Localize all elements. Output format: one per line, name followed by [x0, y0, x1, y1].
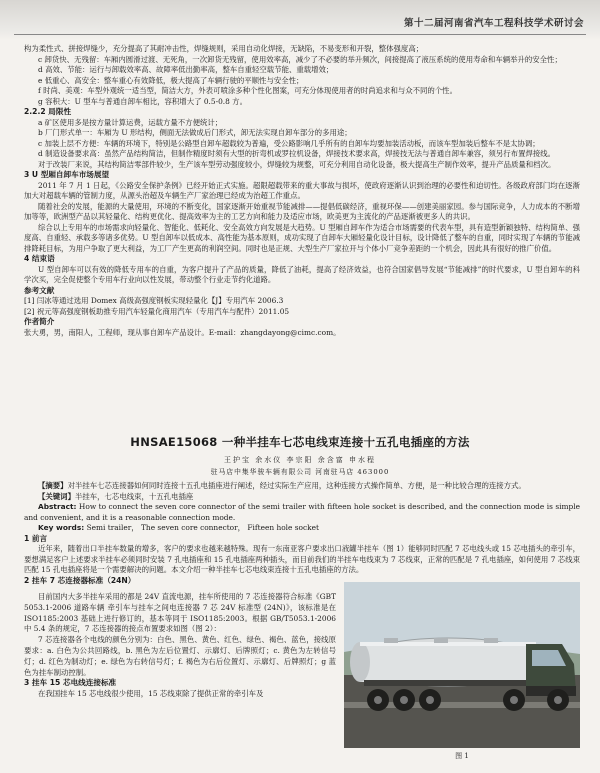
paragraph: d 高效、节能：运行与卸载效率高、故障率低出勤率高，整车自重轻空载节能、重载增效； — [38, 65, 334, 74]
keywords-text: 半挂车，七芯电线束，十五孔电插座 — [74, 491, 194, 501]
paragraph: a 矿区使用多是按方量计算运费，运载方量不方便统计； — [38, 117, 223, 127]
journal-header-title: 第十二届河南省汽车工程科技学术研讨会 — [403, 18, 584, 29]
paragraph: e 低重心、高安全：整车重心有效降低，极大提高了车辆行驶的平顺性与安全性； — [38, 75, 304, 85]
paragraph: b 厂门形式单一：车厢为 U 形结构，侧面无法做成后门形式，卸无法实现自卸车部分的多用途； — [38, 128, 352, 137]
reference-item: [1] 闫冰等通过选用 Domex 高级高强度钢板实现轻量化【J】专用汽车 2006.3 — [24, 296, 284, 305]
section-heading: 3 U 型厢自卸车市场展望 — [24, 170, 110, 179]
keywords-label: 【关键词】 — [38, 491, 75, 501]
article-affiliation: 驻马店中集华骏车辆有限公司 河南驻马店 463000 — [210, 468, 390, 476]
paragraph: c 卸货快、无残留：车厢内圆滑过渡、无死角，一次卸货无残留，使用效率高，减少了不必要的举升频次，间接提高了液压系统的使用寿命和车辆举升的安全性； — [38, 54, 562, 64]
keywords-en-text: Semi trailer， The seven core connector， Fifteen hole socket — [86, 523, 319, 532]
author-bio: 张大勇，男，南阳人，工程师，现从事自卸车产品设计。E-mail：zhangdayong@cimc.com。 — [24, 327, 341, 337]
paragraph: 2011 年 7 月 1 日起，《公路安全保护条例》已经开始正式实施。超限超载带来的重大事故与损坏，使政府逐渐认识到治理的必要性和迫切性。各级政府部门均在逐渐加大对超载车辆的管制力度，从源头治超及车辆生产厂家治理已经成为治超工作重点。 — [24, 180, 580, 200]
tanker-truck-illustration — [344, 582, 580, 748]
paragraph: c 加装上层不方便：车辆的环境下，特别是公路型自卸车超载较为普遍，受公路影响几乎所有的自卸车均要加装活动板，而该车型加装后整车不是太协调； — [38, 138, 540, 148]
section-heading: 1 前言 — [24, 533, 48, 543]
abstract-en-label: Abstract: — [38, 502, 77, 511]
section-heading: 4 结束语 — [24, 254, 55, 263]
section-heading: 3 挂车 15 芯电线连接标准 — [24, 678, 117, 688]
article-authors: 王护宝 余水仪 李宗阳 余含富 申水程 — [224, 456, 376, 464]
figure-caption: 图 1 — [455, 752, 469, 760]
paragraph: 综合以上专用车的市场需求向轻量化、智能化、低耗化、安全高效方向发展是大趋势。U 型厢自卸车作为适合市场需要的代表车型，具有造型新颖独特、结构简单、强度高、自重轻、承载多等诸多优势。U 型自卸车以低成本、高性能为基本原则，成功实现了自卸车大厢轻量化设计目标，设计降低了整车的自重，同时实现了车辆的节能减排降耗目标，为用户争取了更大利益，为工厂产生更高的利润空间。同时也是正规、大型生产厂家拉开与个体小厂竞争差距的一个机会，因此具有很好的推广价值。 — [24, 222, 580, 253]
abstract-en-text: How to connect the seven core connector of the semi trailer with fifteen hole socket is described, and the connection mode is simple and convenient, and it is a reasonable connection mode. — [24, 502, 580, 522]
abstract-label: 【摘要】 — [38, 481, 68, 490]
paragraph: f 时尚、美观：车型外观统一适当型，简洁大方，外表可喷涂多种个性化图案，可充分体现使用者的时尚追求和与众不同的个性。 — [38, 86, 457, 95]
author-heading: 作者简介 — [24, 317, 55, 326]
article-title: HNSAE15068 一种半挂车七芯电线束连接十五孔电插座的方法 — [130, 435, 470, 449]
keywords-en-label: Key words: — [38, 523, 85, 532]
paragraph: 对于改装厂来说，其结构简洁零部件较少，生产该车型劳动强度较小，焊缝较为规整，可充分利用自动化设备，极大提高生产制作效率，提升产品质量和档次。 — [38, 159, 556, 169]
tanker-truck-photo — [344, 582, 580, 748]
paragraph: 在我国挂车 15 芯电线很少使用，15 芯线束除了提供正常的牵引车及 — [38, 688, 264, 698]
header-divider — [14, 34, 586, 35]
paragraph: d 制造设备要求高：虽然产品结构简洁，但制作精度时须有大型的折弯机或罗拉机设备，焊接技术要求高，焊接技无法与普通自卸车兼容，须另行布置焊接线。 — [38, 149, 556, 158]
abstract-block — [24, 481, 580, 586]
paragraph: 目前国内大多半挂车采用的都是 24V 直流电源，挂车所使用的 7 芯连接器符合标准《GBT 5053.1-2006 道路车辆 牵引车与挂车之间电连接器 7 芯 24V 标准型 (24N)》，该标准是在 ISO1185:2003 基础上进行修订的，基本等同于 ISO1185:2003。根据 GB/T5053.1-2006 中 5.4 条的规定，7 芯连接器的接点布置要求如图（图 2）： — [24, 592, 336, 634]
standard-text — [24, 592, 336, 700]
paragraph: 7 芯连接器各个电线的颜色分别为：白色、黑色、黄色、红色、绿色、褐色、蓝色，接线原要求：a. 白色为公共回路线，b. 黑色为左后位置灯、示廓灯、后牌照灯；c. 黄色为左转信号灯；d. 红色为制动灯；e. 绿色为右转信号灯；f. 褐色为右后位置灯、示廓灯、后牌照灯；g 蓝色为挂车制动控制。 — [24, 635, 336, 677]
reference-item: [2] 祝元等高强度钢板助推专用汽车轻量化商用汽车（专用汽车与配件）2011.05 — [24, 306, 290, 316]
previous-article-text — [24, 44, 580, 338]
paragraph: 近年来，随着出口半挂车数量的增多，客户的要求也越来越特殊。现有一东南亚客户要求出口液罐半挂车（图 1）能够同时匹配 7 芯电线头或 15 芯电插头的牵引车，要想满足客户上述要求半挂车必须同时安装 7 孔电插座和 15 孔电插座两种插头，而目前我们的半挂车电线束为 7 芯线束，正常的匹配是 7 孔电插座，如何使用 7 芯线束匹配 15 孔电插座将是一个需要解决的问题。本文介绍一种半挂车七芯电线束连接十五孔电插座的方法。 — [24, 544, 580, 574]
paragraph: U 型自卸车可以有效的降低专用车的自重，为客户提升了产品的质量，降低了油耗，提高了经济效益，也符合国家倡导发展“节能减排”的时代要求，U 型自卸车的科学次买，完全促使整个专用车行业向以性发展，带动整个行业走节约化道路。 — [24, 264, 580, 284]
paragraph: 随着社会的发展，能源的大量使用，环境的不断变化，国家逐渐开始重视节能减排——提倡低碳经济，重视环保——创建美丽家园。参与国际竞争，人力成本的不断增加等等，欧洲型产品以其轻量化、结构更优化、提高效率为主的工艺方向和能力及适应市场，欧美更为主流化的产品逐渐被更多人的共识。 — [24, 201, 580, 221]
abstract-text: 对半挂车七芯连接器如何同时连接十五孔电插座进行阐述，经过实际生产应用，这种连接方式操作简单、方便，是一种比较合理的连接方式。 — [67, 481, 526, 490]
paragraph: 构为柔性式、拼接焊缝少，充分提高了其耐冲击性，焊缝规则，采用自动化焊接，无缺陷，不易变形和开裂，整体强度高； — [24, 44, 424, 53]
paragraph: g 容积大：U 型车与普通自卸车相比，容积增大了 0.5-0.8 方。 — [38, 96, 247, 106]
references-heading: 参考文献 — [24, 285, 55, 295]
section-heading: 2.2.2 局限性 — [24, 107, 72, 116]
section-heading: 2 挂车 7 芯连接器标准（24N） — [24, 575, 136, 585]
